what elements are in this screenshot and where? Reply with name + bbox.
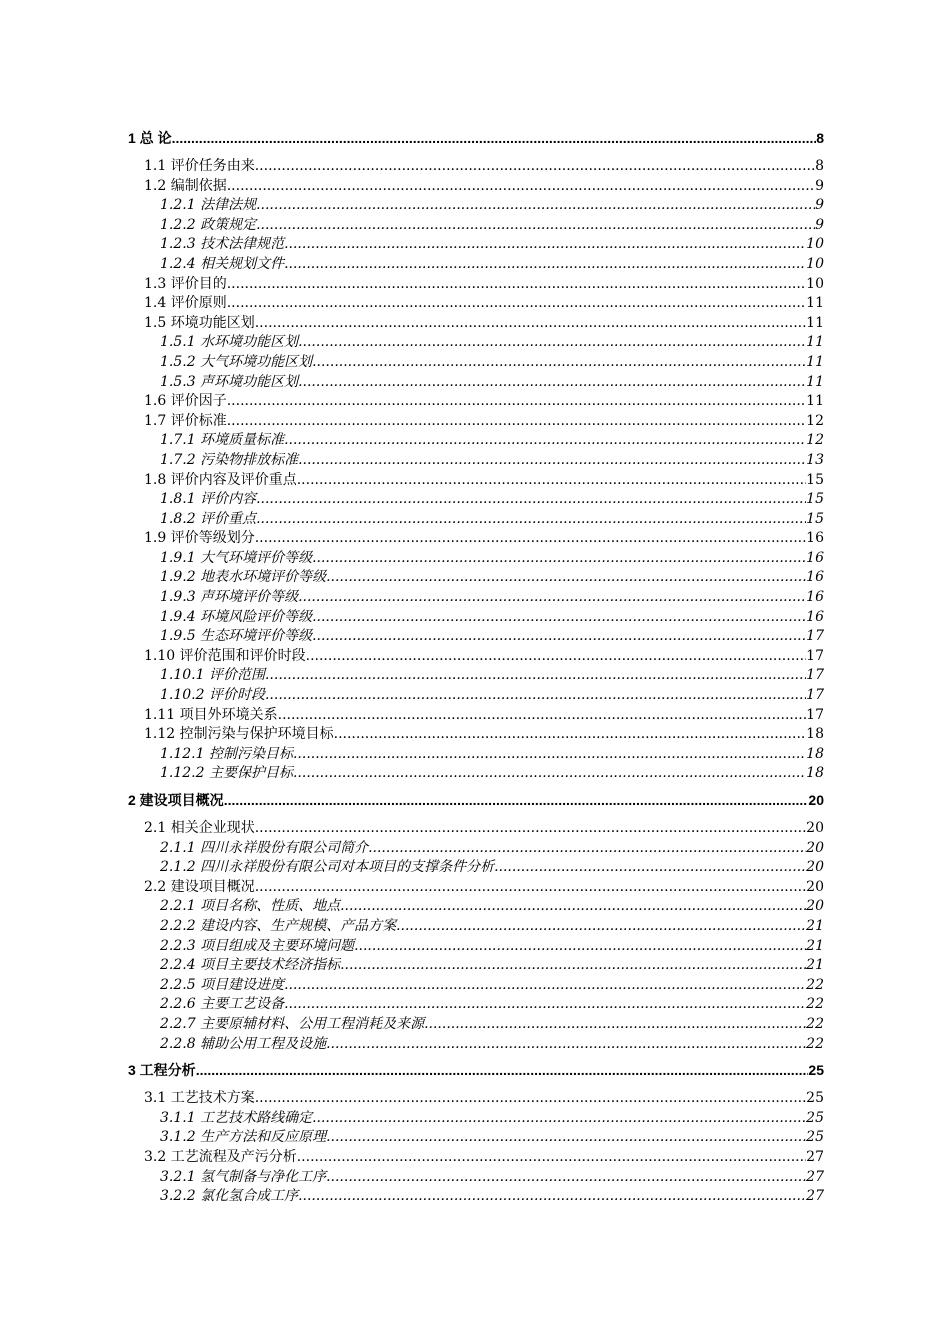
- toc-entry-label: 1.9.5 生态环境评价等级: [160, 628, 313, 645]
- toc-leader-dots: [255, 529, 806, 549]
- toc-entry-page: 12: [806, 432, 824, 449]
- toc-entry-level-3[interactable]: [128, 353, 824, 373]
- toc-entry-level-3[interactable]: [128, 431, 824, 451]
- toc-entry-page: 9: [815, 197, 824, 214]
- toc-leader-dots: [297, 471, 806, 491]
- toc-leader-dots: [284, 995, 806, 1015]
- toc-entry-page: 21: [806, 917, 824, 934]
- toc-entry-level-3[interactable]: [128, 1109, 824, 1129]
- toc-entry-page: 17: [806, 647, 824, 664]
- toc-entry-level-1[interactable]: [128, 1060, 824, 1080]
- toc-entry-page: 22: [806, 1015, 824, 1032]
- toc-leader-dots: [265, 686, 806, 706]
- toc-entry-label: 2 建设项目概况: [128, 792, 224, 808]
- toc-entry-label: 2.1.2 四川永祥股份有限公司对本项目的支撑条件分析: [160, 859, 495, 876]
- toc-leader-dots: [256, 510, 806, 530]
- toc-entry-label: 1.7.2 污染物排放标准: [160, 451, 299, 468]
- toc-entry-label: 1.11 项目外环境关系: [144, 706, 278, 723]
- toc-entry-level-3[interactable]: [128, 588, 824, 608]
- toc-entry-label: 3.2 工艺流程及产污分析: [144, 1148, 297, 1165]
- toc-entry-level-3[interactable]: [128, 549, 824, 569]
- toc-leader-dots: [298, 373, 806, 393]
- toc-leader-dots: [298, 1187, 806, 1207]
- toc-leader-dots: [312, 549, 806, 569]
- toc-entry-page: 11: [806, 373, 824, 390]
- toc-entry-page: 25: [806, 1109, 824, 1126]
- toc-entry-page: 17: [806, 706, 824, 723]
- toc-entry-level-3[interactable]: [128, 333, 824, 353]
- toc-entry-level-3[interactable]: [128, 897, 824, 917]
- toc-entry-page: 11: [806, 295, 824, 312]
- toc-leader-dots: [265, 666, 806, 686]
- toc-entry-level-3[interactable]: [128, 917, 824, 937]
- toc-entry-level-3[interactable]: [128, 235, 824, 255]
- toc-entry-label: 1.1 评价任务由来: [144, 158, 255, 174]
- toc-entry-page: 20: [808, 792, 824, 808]
- toc-leader-dots: [312, 608, 806, 628]
- toc-entry-label: 1.5.3 声环境功能区划: [160, 373, 299, 390]
- toc-entry-label: 1.2 编制依据: [144, 177, 227, 194]
- toc-entry-label: 1.5 环境功能区划: [144, 314, 255, 331]
- toc-entry-page: 27: [806, 1188, 824, 1205]
- toc-leader-dots: [340, 956, 806, 976]
- toc-entry-level-3[interactable]: [128, 764, 824, 784]
- toc-entry-page: 10: [806, 255, 824, 272]
- toc-entry-level-3[interactable]: [128, 510, 824, 530]
- toc-entry-label: 2.2.2 建设内容、生产规模、产品方案: [160, 917, 397, 934]
- toc-entry-page: 18: [806, 726, 824, 743]
- toc-entry-page: 11: [806, 393, 824, 410]
- toc-entry-level-3[interactable]: [128, 1035, 824, 1055]
- toc-entry-level-3[interactable]: [128, 216, 824, 236]
- toc-leader-dots: [256, 196, 815, 216]
- toc-entry-label: 1.12.2 主要保护目标: [160, 765, 293, 782]
- toc-entry-label: 3.1.1 工艺技术路线确定: [160, 1109, 313, 1126]
- toc-entry-label: 3.2.2 氯化氢合成工序: [160, 1188, 299, 1205]
- toc-leader-dots: [312, 353, 806, 373]
- toc-entry-page: 10: [806, 275, 824, 292]
- toc-entry-label: 1.5.2 大气环境功能区划: [160, 353, 313, 370]
- toc-leader-dots: [284, 255, 806, 275]
- toc-entry-page: 20: [806, 878, 824, 895]
- toc-leader-dots: [284, 976, 806, 996]
- toc-leader-dots: [326, 1128, 806, 1148]
- toc-leader-dots: [256, 490, 806, 510]
- toc-entry-page: 16: [806, 589, 824, 606]
- toc-entry-level-2[interactable]: [128, 177, 824, 197]
- toc-entry-label: 2.2.8 辅助公用工程及设施: [160, 1035, 327, 1052]
- toc-leader-dots: [255, 314, 806, 334]
- toc-entry-level-1[interactable]: [128, 790, 824, 810]
- toc-entry-level-2[interactable]: [128, 294, 824, 314]
- toc-entry-label: 1.12 控制污染与保护环境目标: [144, 726, 334, 743]
- toc-leader-dots: [494, 858, 806, 878]
- toc-entry-label: 2.2.5 项目建设进度: [160, 976, 285, 993]
- toc-leader-dots: [293, 764, 806, 784]
- toc-leader-dots: [298, 451, 806, 471]
- toc-entry-level-3[interactable]: [128, 627, 824, 647]
- toc-leader-dots: [298, 588, 806, 608]
- toc-entry-page: 11: [806, 314, 824, 331]
- toc-entry-page: 16: [806, 530, 824, 547]
- toc-entry-level-3[interactable]: [128, 608, 824, 628]
- toc-leader-dots: [326, 568, 806, 588]
- toc-leader-dots: [227, 392, 806, 412]
- toc-entry-label: 2.2.4 项目主要技术经济指标: [160, 957, 341, 974]
- toc-entry-page: 18: [806, 765, 824, 782]
- toc-entry-level-1[interactable]: [128, 128, 824, 148]
- toc-entry-level-3[interactable]: [128, 839, 824, 859]
- toc-leader-dots: [312, 627, 806, 647]
- toc-leader-dots: [172, 128, 817, 148]
- toc-entry-label: 1.9.2 地表水环境评价等级: [160, 569, 327, 586]
- toc-entry-label: 1.8.1 评价内容: [160, 491, 257, 508]
- toc-entry-page: 20: [806, 898, 824, 915]
- toc-entry-page: 16: [806, 549, 824, 566]
- toc-entry-page: 11: [806, 353, 824, 370]
- toc-entry-level-2[interactable]: [128, 157, 824, 177]
- toc-leader-dots: [255, 1089, 806, 1109]
- toc-entry-page: 27: [806, 1168, 824, 1185]
- toc-entry-level-3[interactable]: [128, 666, 824, 686]
- toc-entry-level-2[interactable]: [128, 1148, 824, 1168]
- toc-leader-dots: [298, 333, 806, 353]
- toc-leader-dots: [227, 294, 806, 314]
- toc-entry-level-2[interactable]: [128, 647, 824, 667]
- toc-entry-label: 2.2.3 项目组成及主要环境问题: [160, 937, 355, 954]
- toc-entry-page: 8: [816, 130, 824, 146]
- toc-entry-page: 18: [806, 745, 824, 762]
- toc-entry-page: 12: [806, 412, 824, 429]
- toc-entry-page: 9: [815, 177, 824, 194]
- toc-entry-label: 1.10.1 评价范围: [160, 667, 265, 684]
- toc-entry-level-2[interactable]: [128, 392, 824, 412]
- toc-entry-label: 3.1 工艺技术方案: [144, 1090, 255, 1107]
- toc-entry-label: 2.2.6 主要工艺设备: [160, 996, 285, 1013]
- toc-entry-level-3[interactable]: [128, 490, 824, 510]
- toc-entry-label: 2.1 相关企业现状: [144, 820, 255, 836]
- toc-entry-label: 3 工程分析: [128, 1062, 196, 1079]
- toc-leader-dots: [284, 235, 806, 255]
- toc-entry-label: 3.2.1 氢气制备与净化工序: [160, 1168, 327, 1185]
- toc-entry-level-3[interactable]: [128, 995, 824, 1015]
- toc-entry-label: 1.9.4 环境风险评价等级: [160, 608, 313, 625]
- toc-entry-page: 20: [806, 859, 824, 876]
- toc-entry-page: 17: [806, 628, 824, 645]
- toc-entry-label: 1.3 评价目的: [144, 275, 227, 292]
- toc-entry-label: 1.2.3 技术法律规范: [160, 236, 285, 253]
- toc-entry-page: 27: [806, 1148, 824, 1165]
- toc-entry-level-3[interactable]: [128, 956, 824, 976]
- toc-leader-dots: [227, 177, 815, 197]
- toc-entry-label: 3.1.2 生产方法和反应原理: [160, 1129, 327, 1146]
- toc-entry-label: 1.9.3 声环境评价等级: [160, 589, 299, 606]
- table-of-contents: [128, 126, 824, 1207]
- toc-entry-page: 25: [808, 1062, 824, 1079]
- toc-leader-dots: [278, 706, 807, 726]
- toc-entry-level-3[interactable]: [128, 1168, 824, 1188]
- toc-leader-dots: [306, 647, 807, 667]
- toc-leader-dots: [396, 917, 806, 937]
- toc-entry-label: 1.9 评价等级划分: [144, 530, 255, 547]
- toc-entry-page: 25: [806, 1129, 824, 1146]
- toc-entry-level-2[interactable]: [128, 725, 824, 745]
- toc-entry-level-2[interactable]: [128, 706, 824, 726]
- toc-entry-level-3[interactable]: [128, 745, 824, 765]
- toc-leader-dots: [224, 790, 809, 810]
- toc-entry-page: 15: [806, 491, 824, 508]
- toc-leader-dots: [326, 1168, 806, 1188]
- toc-entry-page: 15: [806, 510, 824, 527]
- toc-entry-page: 16: [806, 569, 824, 586]
- toc-entry-page: 11: [806, 334, 824, 351]
- toc-leader-dots: [293, 745, 806, 765]
- toc-leader-dots: [297, 1148, 806, 1168]
- toc-entry-level-2[interactable]: [128, 471, 824, 491]
- toc-entry-label: 1.10 评价范围和评价时段: [144, 647, 306, 664]
- toc-entry-level-3[interactable]: [128, 1015, 824, 1035]
- toc-entry-level-3[interactable]: [128, 1128, 824, 1148]
- toc-entry-label: 1 总 论: [128, 130, 172, 146]
- toc-entry-page: 22: [806, 1035, 824, 1052]
- toc-leader-dots: [354, 937, 806, 957]
- toc-entry-label: 1.8.2 评价重点: [160, 510, 257, 527]
- toc-leader-dots: [312, 1109, 806, 1129]
- toc-entry-label: 1.5.1 水环境功能区划: [160, 334, 299, 351]
- toc-entry-label: 1.2.1 法律法规: [160, 197, 257, 214]
- toc-entry-level-2[interactable]: [128, 529, 824, 549]
- toc-entry-page: 21: [806, 957, 824, 974]
- toc-entry-label: 1.6 评价因子: [144, 393, 227, 410]
- toc-leader-dots: [196, 1060, 809, 1080]
- toc-entry-label: 1.8 评价内容及评价重点: [144, 471, 297, 488]
- toc-entry-level-2[interactable]: [128, 275, 824, 295]
- toc-entry-level-2[interactable]: [128, 412, 824, 432]
- toc-entry-label: 2.2.7 主要原辅材料、公用工程消耗及来源: [160, 1015, 425, 1032]
- toc-entry-level-3[interactable]: [128, 255, 824, 275]
- toc-entry-page: 15: [806, 471, 824, 488]
- toc-entry-label: 1.9.1 大气环境评价等级: [160, 549, 313, 566]
- toc-leader-dots: [255, 819, 806, 839]
- toc-entry-level-3[interactable]: [128, 451, 824, 471]
- toc-entry-label: 2.2.1 项目名称、性质、地点: [160, 898, 341, 915]
- toc-leader-dots: [326, 1035, 806, 1055]
- toc-leader-dots: [334, 725, 807, 745]
- toc-entry-level-3[interactable]: [128, 196, 824, 216]
- toc-entry-level-2[interactable]: [128, 314, 824, 334]
- toc-entry-page: 17: [806, 687, 824, 704]
- toc-entry-page: 10: [806, 236, 824, 253]
- toc-entry-label: 1.7.1 环境质量标准: [160, 432, 285, 449]
- toc-entry-page: 17: [806, 667, 824, 684]
- toc-entry-label: 1.4 评价原则: [144, 295, 227, 312]
- toc-entry-level-3[interactable]: [128, 858, 824, 878]
- toc-leader-dots: [284, 431, 806, 451]
- toc-entry-label: 1.7 评价标准: [144, 412, 227, 429]
- toc-leader-dots: [255, 157, 815, 177]
- toc-entry-page: 13: [806, 451, 824, 468]
- toc-entry-label: 1.2.4 相关规划文件: [160, 255, 285, 272]
- toc-entry-level-3[interactable]: [128, 976, 824, 996]
- toc-entry-label: 1.10.2 评价时段: [160, 687, 265, 704]
- toc-entry-page: 22: [806, 996, 824, 1013]
- toc-entry-page: 21: [806, 937, 824, 954]
- toc-entry-label: 2.1.1 四川永祥股份有限公司简介: [160, 839, 369, 856]
- toc-entry-page: 25: [806, 1090, 824, 1107]
- toc-entry-level-3[interactable]: [128, 686, 824, 706]
- toc-entry-level-3[interactable]: [128, 568, 824, 588]
- toc-entry-level-3[interactable]: [128, 373, 824, 393]
- toc-leader-dots: [227, 275, 806, 295]
- toc-entry-page: 20: [806, 839, 824, 856]
- toc-leader-dots: [424, 1015, 806, 1035]
- toc-entry-page: 20: [806, 820, 824, 836]
- toc-entry-label: 2.2 建设项目概况: [144, 878, 255, 895]
- toc-leader-dots: [368, 839, 806, 859]
- toc-leader-dots: [227, 412, 806, 432]
- toc-entry-label: 1.12.1 控制污染目标: [160, 745, 293, 762]
- toc-entry-page: 8: [815, 158, 824, 174]
- toc-entry-level-2[interactable]: [128, 1089, 824, 1109]
- toc-entry-level-3[interactable]: [128, 1187, 824, 1207]
- toc-entry-level-2[interactable]: [128, 819, 824, 839]
- toc-entry-level-3[interactable]: [128, 937, 824, 957]
- toc-entry-page: 16: [806, 608, 824, 625]
- toc-entry-label: 1.2.2 政策规定: [160, 216, 257, 233]
- toc-leader-dots: [256, 216, 815, 236]
- toc-entry-page: 9: [815, 216, 824, 233]
- toc-entry-level-2[interactable]: [128, 878, 824, 898]
- toc-leader-dots: [340, 897, 806, 917]
- toc-entry-page: 22: [806, 976, 824, 993]
- toc-leader-dots: [255, 878, 806, 898]
